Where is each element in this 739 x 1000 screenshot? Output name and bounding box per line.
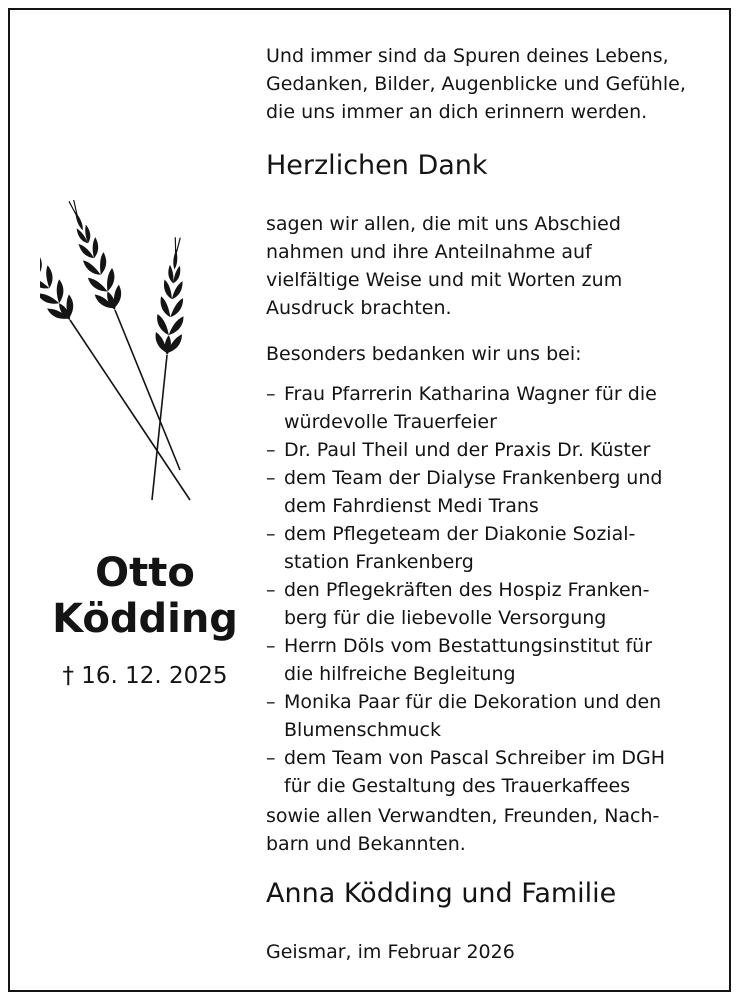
deceased-name: [10, 550, 280, 642]
list-item-line: Frau Pfarrerin Katharina Wagner für die: [284, 383, 657, 405]
list-item-line: würdevolle Trauerfeier: [284, 411, 497, 433]
list-item: [266, 436, 721, 464]
list-item-line: dem Fahrdienst Medi Trans: [284, 495, 539, 517]
list-dash: –: [266, 691, 276, 713]
list-dash: –: [266, 523, 276, 545]
thanks-heading: Herzlichen Dank: [266, 150, 488, 181]
thanks-list: [266, 380, 721, 800]
list-dash: –: [266, 467, 276, 489]
list-item-line: Monika Paar für die Dekoration und den: [284, 691, 662, 713]
list-item: [266, 632, 721, 688]
wheat-ears-icon: [40, 200, 200, 510]
thanks-line: nahmen und ihre Anteilnahme auf: [266, 241, 592, 263]
thanks-line: vielfältige Weise und mit Worten zum: [266, 269, 623, 291]
list-item-line: für die Gestaltung des Trauerkaffees: [284, 775, 631, 797]
list-item-line: station Frankenberg: [284, 551, 474, 573]
thanks-line: sagen wir allen, die mit uns Abschied: [266, 213, 621, 235]
poem-line: die uns immer an dich erinnern werden.: [266, 101, 648, 123]
list-item-line: dem Team der Dialyse Frankenberg und: [284, 467, 663, 489]
closing-paragraph: [266, 802, 721, 858]
list-item: [266, 744, 721, 800]
list-item: [266, 576, 721, 632]
thanks-line: Ausdruck brachten.: [266, 297, 452, 319]
place-date: Geismar, im Februar 2026: [266, 941, 515, 963]
death-date: † 16. 12. 2025: [62, 663, 228, 689]
list-dash: –: [266, 383, 276, 405]
list-dash: –: [266, 635, 276, 657]
deceased-first-name: Otto: [95, 550, 195, 596]
deceased-last-name: Ködding: [52, 596, 238, 642]
list-item-line: berg für die liebevolle Versorgung: [284, 607, 607, 629]
special-intro: Besonders bedanken wir uns bei:: [266, 343, 582, 365]
list-item-line: Blumenschmuck: [284, 719, 441, 741]
list-item-line: Dr. Paul Theil und der Praxis Dr. Küster: [284, 439, 651, 461]
thanks-paragraph: [266, 210, 721, 322]
obituary-card: [8, 8, 731, 992]
list-item-line: den Pflegekräften des Hospiz Franken-: [284, 579, 650, 601]
signature: Anna Ködding und Familie: [266, 878, 617, 909]
list-item-line: die hilfreiche Begleitung: [284, 663, 516, 685]
closing-line: sowie allen Verwandten, Freunden, Nach-: [266, 805, 660, 827]
poem-line: Gedanken, Bilder, Augenblicke und Gefühle,: [266, 73, 686, 95]
list-dash: –: [266, 579, 276, 601]
list-dash: –: [266, 747, 276, 769]
list-item-line: Herrn Döls vom Bestattungsinstitut für: [284, 635, 653, 657]
list-item: [266, 688, 721, 744]
list-item: [266, 380, 721, 436]
list-item: [266, 520, 721, 576]
list-item-line: dem Pflegeteam der Diakonie Sozial-: [284, 523, 636, 545]
list-item: [266, 464, 721, 520]
poem-line: Und immer sind da Spuren deines Lebens,: [266, 45, 669, 67]
closing-line: barn und Bekannten.: [266, 833, 466, 855]
poem: [266, 42, 721, 126]
list-dash: –: [266, 439, 276, 461]
list-item-line: dem Team von Pascal Schreiber im DGH: [284, 747, 666, 769]
